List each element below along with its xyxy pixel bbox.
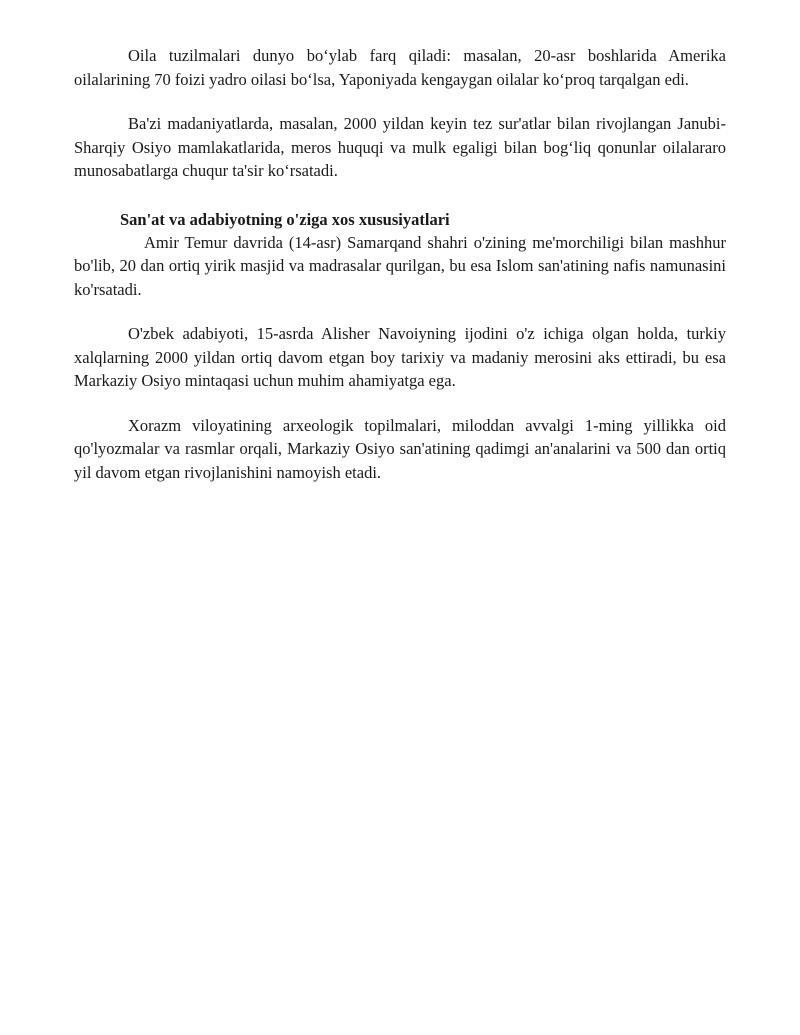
paragraph-family-structures: Oila tuzilmalari dunyo bo‘ylab farq qiladi: masalan, 20-asr boshlarida Amerika oilalarining 70 foizi yadro oilasi bo‘lsa, Yaponiyada kengaygan oilalar ko‘proq tarqalgan edi. — [74, 46, 726, 89]
paragraph-inheritance-laws: Ba'zi madaniyatlarda, masalan, 2000 yildan keyin tez sur'atlar bilan rivojlangan Janubi-Sharqiy Osiyo mamlakatlarida, meros huquqi va mulk egaligi bilan bog‘liq qonunlar oilalararo munosabatlarga chuqur ta'sir ko‘rsatadi. — [74, 114, 726, 180]
paragraph-khorezm-archaeology: Xorazm viloyatining arxeologik topilmalari, miloddan avvalgi 1-ming yillikka oid qo'lyozmalar va rasmlar orqali, Markaziy Osiyo san'atining qadimgi an'analarini va 500 dan ortiq yil davom etgan rivojlanishini namoyish etadi. — [74, 415, 726, 482]
paragraph-uzbek-literature: O'zbek adabiyoti, 15-asrda Alisher Navoiyning ijodini o'z ichiga olgan holda, turkiy xalqlarning 2000 yildan ortiq davom etgan boy tarixiy va madaniy merosini aks ettiradi, bu esa Markaziy Osiyo mintaqasi uchun muhim ahamiyatga ega. — [74, 324, 726, 390]
document-page — [74, 44, 726, 484]
section-heading: San'at va adabiyotning o'ziga xos xususiyatlari — [120, 209, 450, 229]
paragraph-amir-temur: Amir Temur davrida (14-asr) Samarqand shahri o'zining me'morchiligi bilan mashhur bo'lib, 20 dan ortiq yirik masjid va madrasalar qurilgan, bu esa Islom san'atining nafis namunasini ko'rsatadi. — [74, 232, 726, 299]
